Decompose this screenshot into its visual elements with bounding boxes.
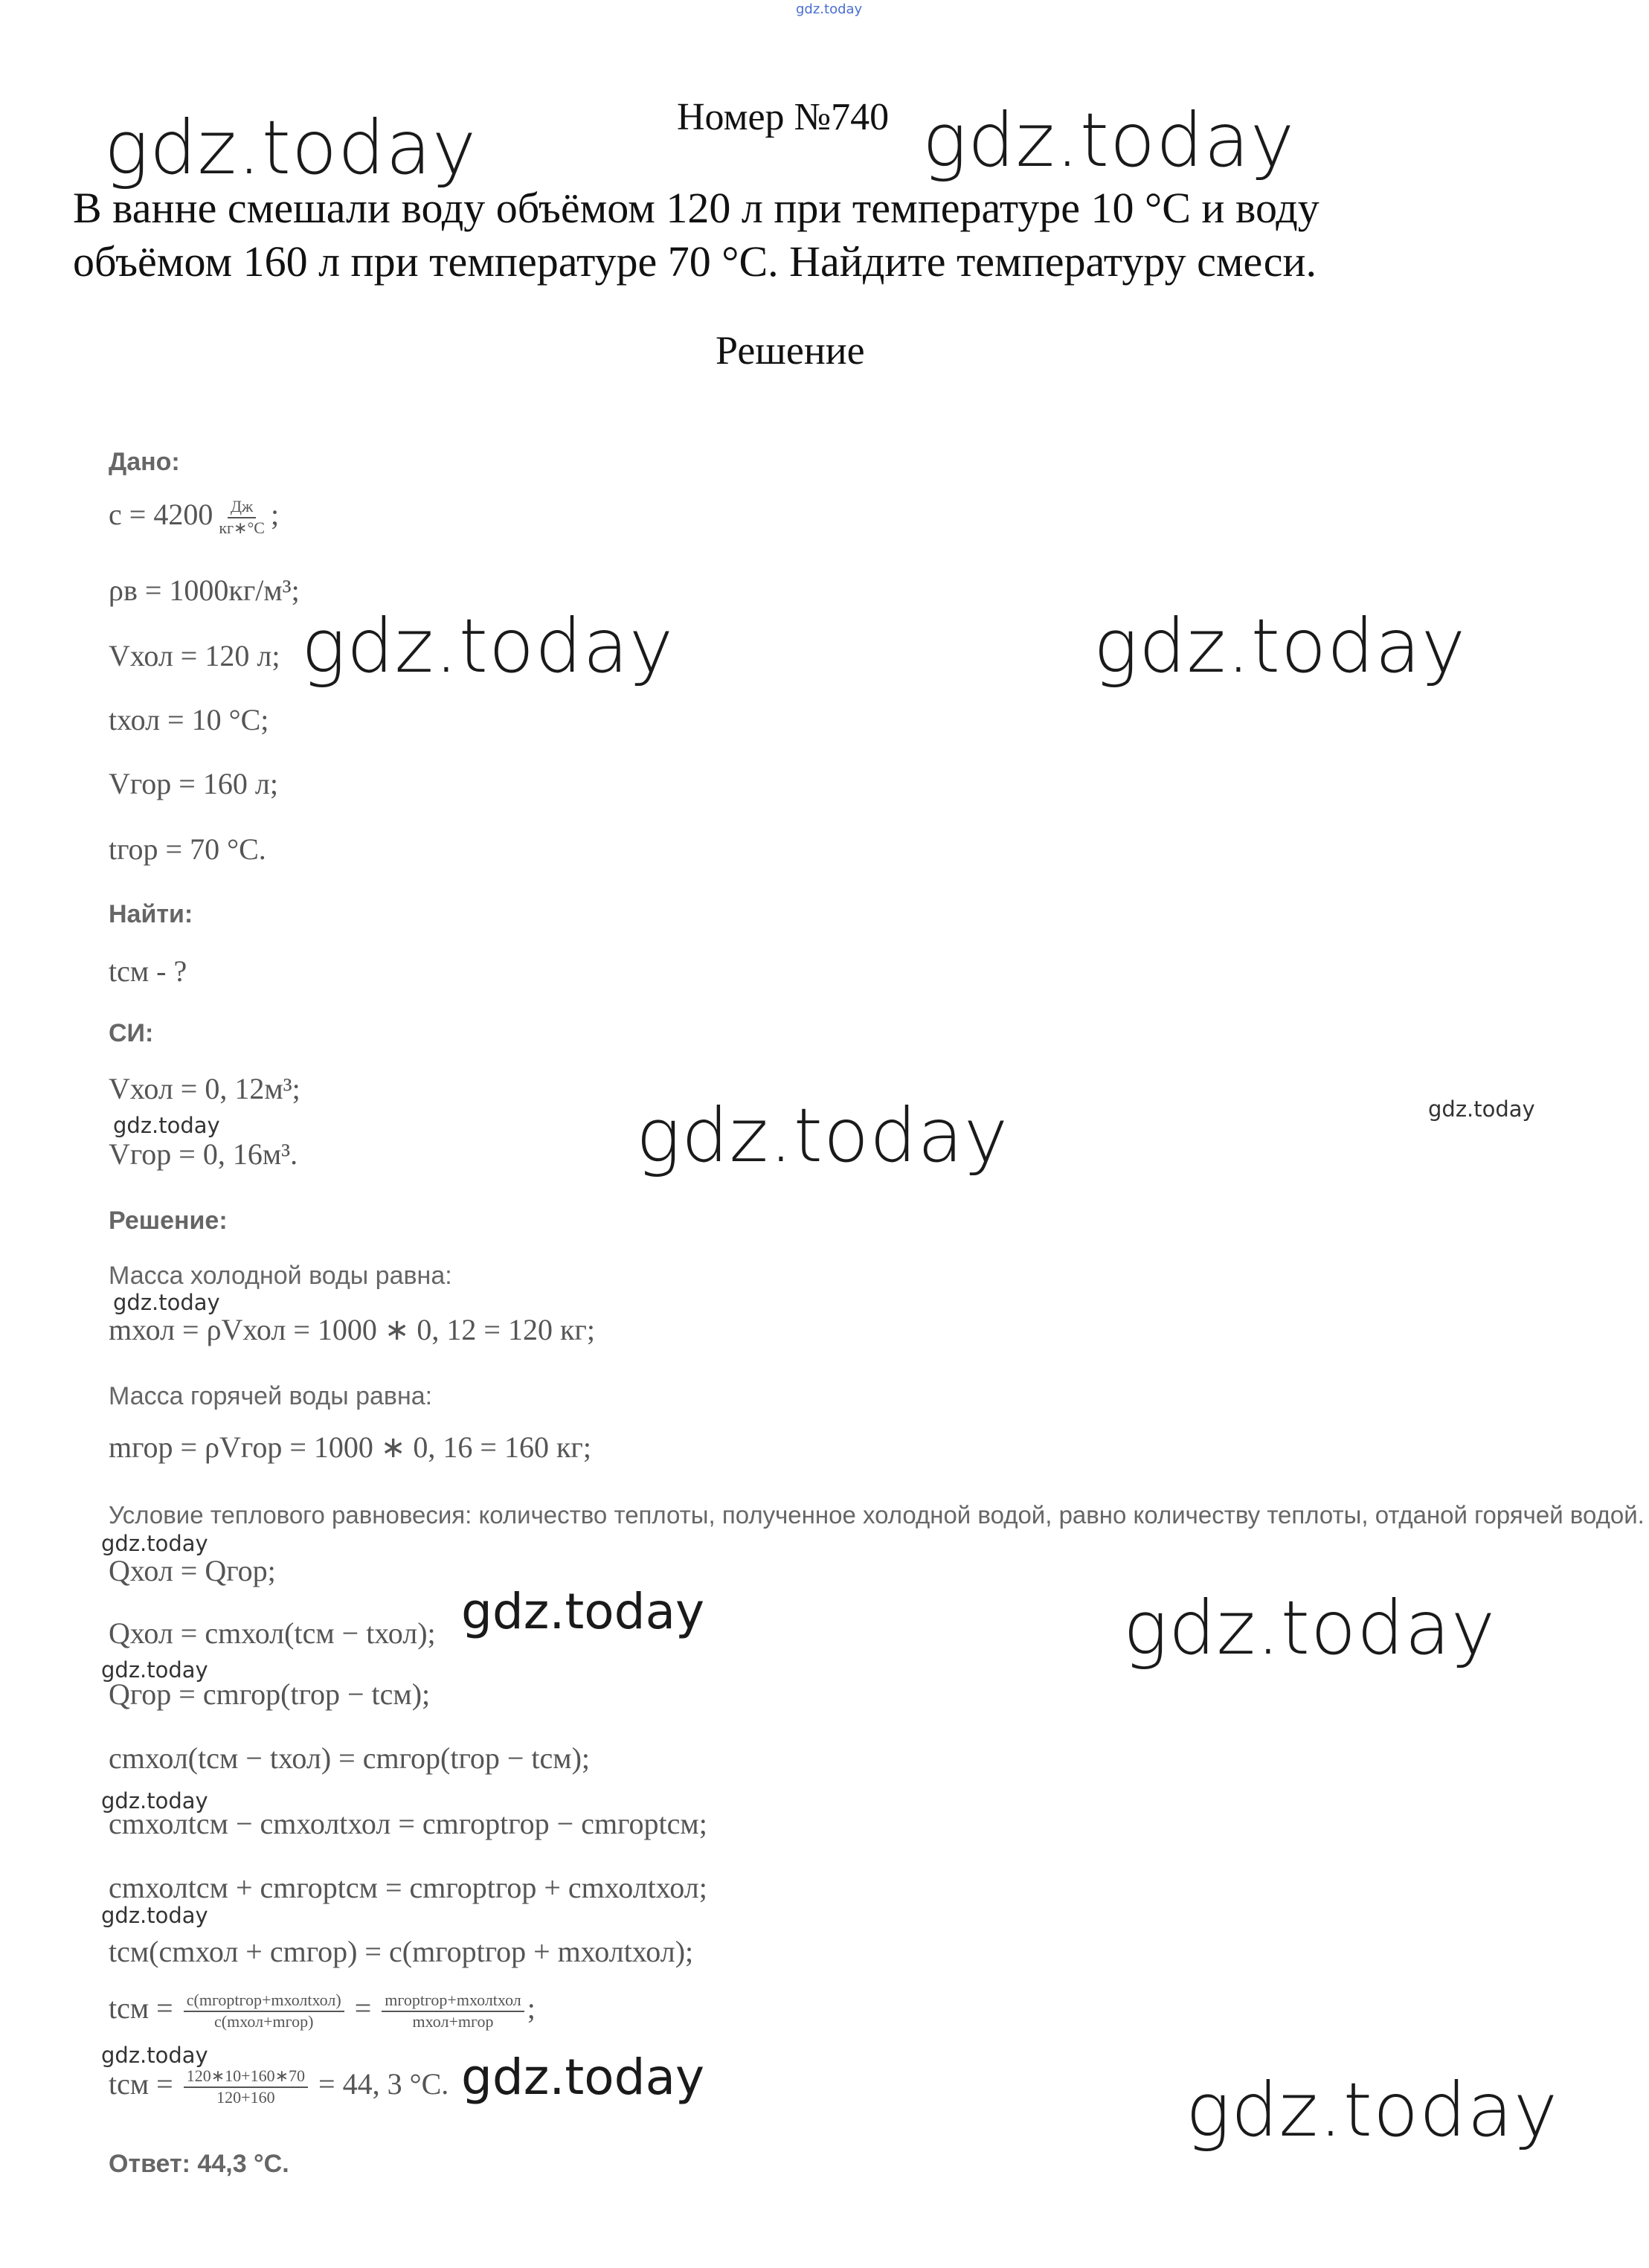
given-label: Дано:: [109, 448, 180, 476]
cold-mass-text: Масса холодной воды равна:: [109, 1262, 452, 1290]
watermark: gdz.today: [113, 1113, 220, 1138]
watermark: gdz.today: [1123, 1584, 1497, 1671]
watermark: gdz.today: [1428, 1096, 1535, 1122]
header-watermark: gdz.today: [796, 1, 863, 17]
balance-text: Условие теплового равновесия: количество теплоты, полученное холодной водой, равно количеству теплоты, отданой горячей водой.: [109, 1501, 1645, 1529]
given-c-value: c = 4200: [109, 498, 213, 531]
eq-7: tсм(cmхол + cmгор) = c(mгорtгор + mхолtхол);: [109, 1935, 694, 1968]
given-c-unit-num: Дж: [228, 497, 256, 518]
given-t-hot: tгор = 70 °С.: [109, 832, 266, 866]
given-c-unit-den: кг∗°С: [219, 518, 265, 537]
hot-mass-text: Масса горячей воды равна:: [109, 1382, 433, 1410]
given-c: c = 4200 $\frac{Дж}{кг∗^\circ С}$ ;: [109, 497, 280, 537]
solution-label: Решение:: [109, 1207, 228, 1235]
eq-8: tсм = $\frac{\text{c(mгорtгор+mхолtхол)}}{\text{c(mхол+mгор)}}$ = $\frac{\text{mгорtгор+mхолtхол}}{\text{mхол+mгор}}$ ;: [109, 1991, 536, 2031]
eq-8-num-2: mгорtгор+mхолtхол: [382, 1991, 524, 2011]
watermark: gdz.today: [101, 2043, 208, 2068]
given-c-unit: [216, 497, 268, 538]
watermark: gdz.today: [113, 1290, 220, 1315]
eq-3: Qгор = cmгор(tгор − tсм);: [109, 1677, 431, 1711]
eq-2: Qхол = cmхол(tсм − tхол);: [109, 1616, 436, 1650]
si-v-cold: Vхол = 0, 12м³;: [109, 1072, 300, 1105]
given-t-cold: tхол = 10 °С;: [109, 703, 269, 736]
watermark: gdz.today: [461, 1583, 705, 1640]
eq-8-lhs: tсм =: [109, 1991, 173, 2025]
watermark: gdz.today: [301, 603, 675, 690]
solution-heading: Решение: [716, 328, 865, 373]
watermark: gdz.today: [101, 1657, 208, 1683]
eq-4: cmхол(tсм − tхол) = cmгор(tгор − tсм);: [109, 1741, 591, 1775]
si-v-hot: Vгор = 0, 16м³.: [109, 1137, 298, 1171]
given-v-hot: Vгор = 160 л;: [109, 767, 278, 800]
answer: Ответ: 44,3 °С.: [109, 2150, 289, 2178]
hot-mass-eq: mгор = ρVгор = 1000 ∗ 0, 16 = 160 кг;: [109, 1430, 591, 1464]
watermark: gdz.today: [1186, 2066, 1559, 2153]
find-value: tсм - ?: [109, 954, 187, 988]
eq-9-num: 120∗10+160∗70: [184, 2066, 308, 2087]
page-title: Номер №740: [677, 96, 890, 138]
watermark: gdz.today: [101, 1531, 208, 1556]
watermark: gdz.today: [461, 2049, 705, 2106]
eq-9-rhs: = 44, 3 °С.: [318, 2067, 449, 2101]
watermark: gdz.today: [101, 1788, 208, 1814]
watermark: gdz.today: [1093, 603, 1467, 690]
eq-9-lhs: tсм =: [109, 2067, 173, 2101]
eq-5: cmхолtсм − cmхолtхол = cmгорtгор − cmгорtсм;: [109, 1807, 707, 1840]
eq-8-den-2: mхол+mгор: [412, 2011, 494, 2031]
watermark: gdz.today: [636, 1092, 1009, 1179]
problem-line-2: объёмом 160 л при температуре 70 °С. Найдите температуру смеси.: [73, 237, 1317, 286]
given-v-cold: Vхол = 120 л;: [109, 639, 280, 672]
watermark: gdz.today: [101, 1903, 208, 1928]
problem-line-1: В ванне смешали воду объёмом 120 л при температуре 10 °С и воду: [73, 184, 1319, 232]
eq-9-den: 120+160: [216, 2087, 275, 2107]
eq-8-den-1: c(mхол+mгор): [214, 2011, 314, 2031]
eq-6: cmхолtсм + cmгорtсм = cmгорtгор + cmхолtхол;: [109, 1871, 707, 1904]
eq-1: Qхол = Qгор;: [109, 1554, 276, 1587]
find-label: Найти:: [109, 900, 193, 928]
eq-8-frac-1: [184, 1991, 344, 2031]
eq-8-frac-2: [382, 1991, 524, 2031]
given-rho: ρв = 1000кг/м³;: [109, 574, 300, 607]
watermark: gdz.today: [104, 104, 478, 191]
eq-9: [109, 2066, 449, 2107]
cold-mass-eq: mхол = ρVхол = 1000 ∗ 0, 12 = 120 кг;: [109, 1313, 595, 1346]
eq-8-num-1: c(mгорtгор+mхолtхол): [184, 1991, 344, 2011]
watermark: gdz.today: [922, 97, 1296, 184]
eq-9-frac: [184, 2066, 308, 2107]
si-label: СИ:: [109, 1019, 154, 1047]
